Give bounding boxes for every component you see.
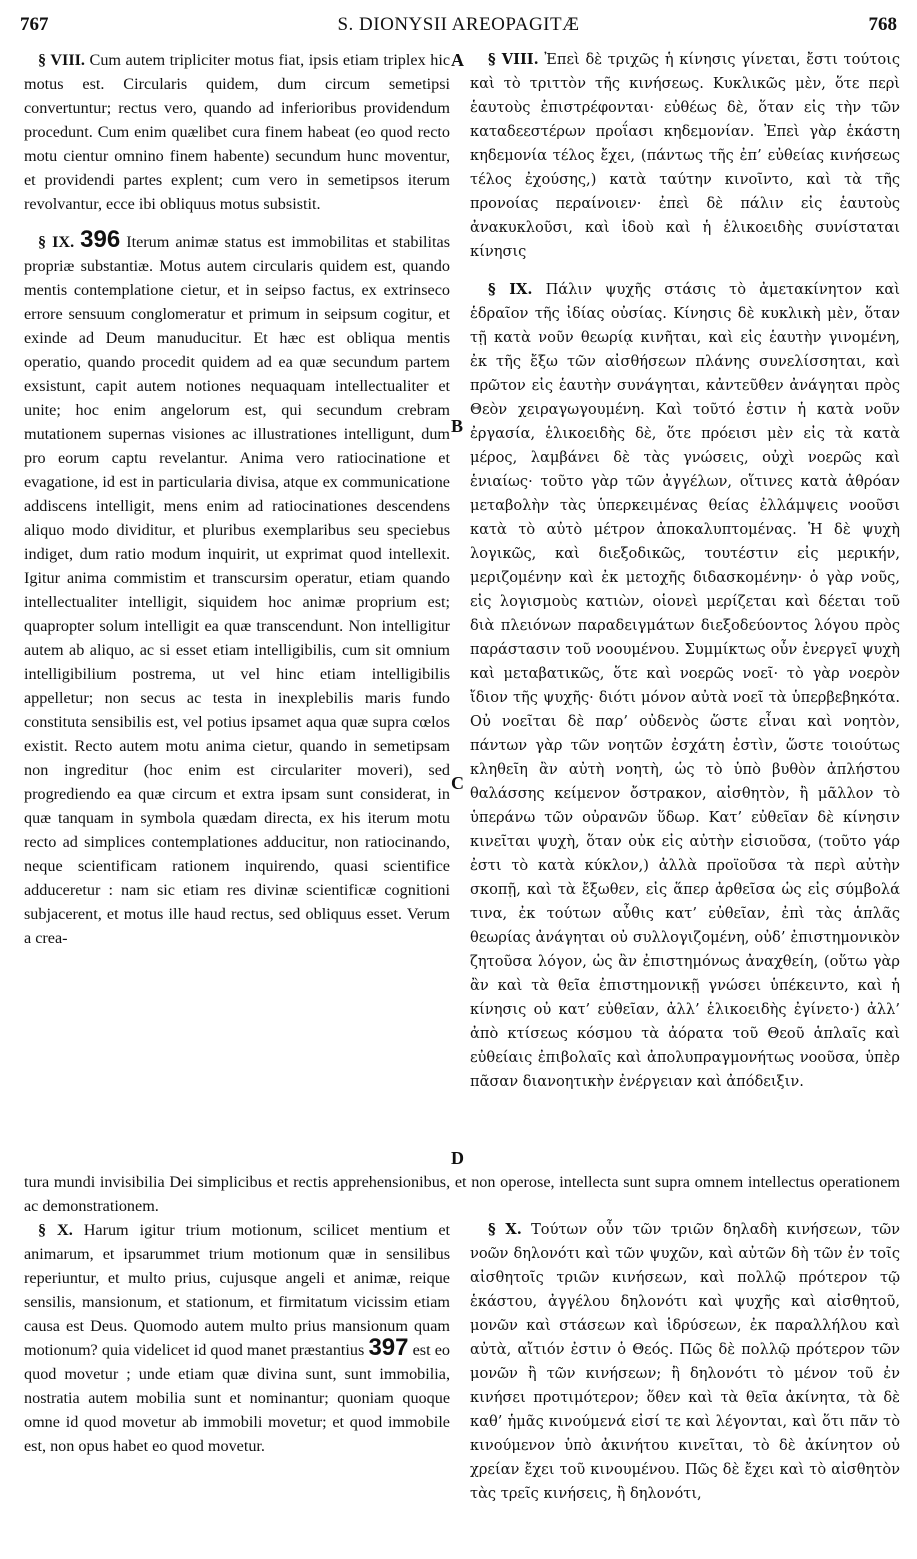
margin-letter-b: B [451, 416, 464, 436]
section-text-a: Harum igitur trium motionum, scilicet mentium et animarum, et ipsarummet trium motionum quæ in sensilibus reperiuntur, et multo prius, cujusque angeli et animæ, reique sensilis, mansionum, et stationum, et firmitatum vicissim etiam causa est Deus. Quomodo autem multo prius mansionum quam motionum? quia videlicet id quod manet præstantius [24, 1221, 451, 1359]
page-number-right: 768 [868, 14, 897, 35]
section-number: § IX. [488, 281, 533, 298]
section-text-b: est eo quod movetur ; unde etiam quæ divina sunt, sunt immobilia, nostratia autem mobilia sunt et nominantur; quoniam quoque omne id quod movetur ab immobili movetur; et quod immobile est, non opus habet eo quod movetur. [24, 1341, 451, 1455]
section-number: § VIII. [488, 51, 539, 68]
section-number: § VIII. [38, 51, 85, 69]
column-number: 397 [368, 1334, 409, 1361]
greek-section-10 [470, 1218, 900, 1506]
running-header [20, 14, 897, 42]
section-text: Cum autem tripliciter motus fiat, ipsis etiam triplex hic motus est. Circularis quidem, dum circum semetipsi convertuntur; rectus vero, quando ad inferioribus providendum procedunt. Cum enim quælibet cura finem habeat (eo quod recto motu cientur omnino finem habente) secundum hunc moventur, et providendi partes explent; cum vero in semetipsos iterum revolvantur, ecce ibi obliquus motus subsistit. [24, 51, 450, 213]
greek-section-9 [470, 278, 900, 1094]
latin-section-9 [24, 226, 450, 950]
section-text: Τούτων οὖν τῶν τριῶν δηλαδὴ κινήσεων, τῶν νοῶν δηλονότι καὶ τῶν ψυχῶν, καὶ αὐτῶν δὴ τῶν ἐν τοῖς αἰσθητοῖς τριῶν κινήσεων, καὶ πολλῷ πρότερον τῷ ἑκάστου, ἀγγέλου δηλονότι καὶ ψυχῆς καὶ αἰσθητοῦ, μονῶν καὶ στάσεων καὶ ἱδρύσεων, ἐκ παραλλήλου καὶ αὐτὰ, αἴτιόν ἐστιν ὁ Θεός. Πῶς δὲ πολλῷ πρότερον τῶν μονῶν ἢ τῶν κινήσεων; ἢ δηλονότι τὸ μένον τοῦ ἐν κινήσει προτιμότερον; ὅθεν καὶ τὰ θεῖα ἀκίνητα, τὰ δὲ καθ’ ἡμᾶς κινούμενά εἰσί τε καὶ λέγονται, καὶ ὅτι πᾶν τὸ κινούμενον ὑπὸ ἀκινήτου κινεῖται, τὸ δὲ ἀκίνητον οὐ χρείαν ἔχει τοῦ κινουμένου. Πῶς δὲ ἔχει καὶ τὸ αἰσθητὸν τὰς τρεῖς κινήσεις, ἢ δηλονότι, [470, 1221, 900, 1502]
margin-letter-d: D [451, 1148, 464, 1168]
greek-column-lower [470, 1218, 900, 1506]
section-number: § X. [38, 1221, 73, 1239]
latin-section-8 [24, 48, 450, 216]
greek-section-8 [470, 48, 900, 264]
spanning-text: tura mundi invisibilia Dei simplicibus et rectis apprehensionibus, et non operose, intellecta sunt supra omnem intellectus operationem ac demonstrationem. [24, 1173, 900, 1215]
section-number: § X. [488, 1221, 522, 1238]
page-number-left: 767 [20, 14, 49, 35]
section-text: Iterum animæ status est immobilitas et stabilitas propriæ substantiæ. Motus autem circularis quidem est, quando mentis contemplatione cietur, et in seipso factus, ex extrinseco errore sensuum conglomeratur et primum in seipsum cogitur, et exinde ad Deum manuducitur. Et hæc est obliqua mentis operatio, quando procedit quidem ad ea quæ secundum partem exsistunt, capit autem notiones nequaquam intellectualiter et unite; hoc enim angelorum est, qui secundum crebram mutationem supernas visiones ac illustrationes intelligunt, dum pro eorum captu revelantur. Anima vero ratiocinatione et evagatione, id est in particularia divisa, atque ex communicatione addiscens intelligit, mens enim ad ratiocinationes descendens aliquo modo dividitur, et pluribus exemplaribus seu speciebus indiget, dum ratio modum inquirit, ut exprimat quod intellexit. Igitur anima commistim et transcursim operatur, etiam quando intellectualiter intelligit, siquidem hoc animæ proprium est; quapropter solum intelligit ea quæ transcendunt. Non intelligitur autem ab aliquo, ac si esset etiam intelligibilis, cum sit omnium intelligibilium postrema, ut vel hinc etiam intelligibilis appelletur; non secus ac testa in inexplebilis maris fundo constituta sensibilis est, vel potius ipsamet aqua quæ supra cœlos existit. Recto autem motu anima cietur, quando in semetipsam non ingreditur (hoc enim est circulariter moveri), sed progrediendo ea quæ circum et extra ipsam sunt considerat, in quæ tanquam in symbola quædam directa, ex his iterum motu recto ad simplices contemplationes adducitur, non ratiocinando, neque scientificam rationem inquirendo, quasi scientifice adduceretur : nam sic etiam res divinæ scientificæ cognitioni subjacerent, et motus ille haud rectus, sed obliquus esset. Verum a crea- [24, 233, 450, 947]
running-title: S. DIONYSII AREOPAGITÆ [337, 14, 580, 35]
latin-column [24, 48, 450, 950]
section-text: Ἐπεὶ δὲ τριχῶς ἡ κίνησις γίνεται, ἔστι τούτοις καὶ τὸ τριττὸν τῆς κινήσεως. Κυκλικῶς μὲν, ὅτε περὶ ἑαυτοὺς ἐπιστρέφονται· εὐθέως δὲ, ὅταν εἰς τὴν τῶν καταδεεστέρων προΐασι κηδεμονίαν. Ἐπεὶ γὰρ ἑκάστη κηδεμονία τέλος ἔχει, (πάντως τῆς ἐπ’ εὐθείας κινήσεως τέλος ἐχούσης,) κατὰ ταύτην κινοῖντο, καὶ τὰ τῆς προνοίας περαίνοιεν· ἐπεὶ δὲ πάλιν εἰς ἑαυτοὺς ἀνακυκλοῦσι, καὶ ἰδοὺ καὶ ἡ ἑλικοειδὴς συνίσταται κίνησις [470, 51, 900, 260]
greek-column [470, 48, 900, 1094]
column-number: 396 [80, 226, 121, 253]
section-text: Πάλιν ψυχῆς στάσις τὸ ἀμετακίνητον καὶ ἑδραῖον τῆς ἰδίας οὐσίας. Κίνησις δὲ κυκλικὴ μὲν, ὅταν τῇ κατὰ νοῦν θεωρίᾳ κινῆται, καὶ εἰς ἑαυτὴν γινομένη, ἐκ τῆς ἔξω τῶν αἰσθήσεων πλάνης συνελίσσηται, καὶ πρῶτον εἰς ἑαυτὴν συνάγηται, κἀντεῦθεν ἀνάγηται πρὸς Θεὸν χειραγωγουμένη. Καὶ τοῦτό ἐστιν ἡ κατὰ νοῦν ἐργασία, ἑλικοειδὴς δὲ, ὅτε πρόεισι μὲν εἰς τὰ κατὰ μέρος, λαμβάνει δὲ τὰς γνώσεις, οὐχὶ νοερῶς καὶ ἑνιαίως· τοῦτο γὰρ τῶν ἀγγέλων, οἵτινες κατὰ ἀθρόαν μεταβολὴν τὰς ὑπερκειμένας θείας ἐλλάμψεις νοοῦσι κατὰ τὸ αὐτὸ μέτρον ἀποκαλυπτομένας. Ἡ δὲ ψυχὴ λογικῶς, καὶ διεξοδικῶς, τουτέστιν εἰς μερικήν, μεριζομένην καὶ ἐκ μετοχῆς διδασκομένην· ὁ γὰρ νοῦς, εἰς λογισμοὺς κατιὼν, οἱονεὶ μερίζεται καὶ δέεται τοῦ διὰ πλειόνων παραδειγμάτων διεξοδεύοντος λόγου πρὸς παράστασιν τοῦ νοουμένου. Συμμίκτως οὖν ἐνεργεῖ ψυχὴ καὶ μεταβατικῶς, ὅτε καὶ νοερῶς νοεῖ· τὸ γὰρ νοερὸν ἴδιον τῆς ψυχῆς· διότι μόνον αὐτὰ νοεῖ τὰ ὑπερβεβηκότα. Οὐ νοεῖται δὲ παρ’ οὐδενὸς ὥστε εἶναι καὶ νοητὸν, πάντων γὰρ τῶν νοητῶν ἐσχάτη ἐστὶν, ὥστε τοιούτως κληθεῖη ἂν αὐτὴ νοητὴ, ὡς τὸ ὑπὸ βυθὸν ἀπλήστου θαλάσσης κείμενον ὄστρακον, αἰσθητὸν, ἢ μᾶλλον τὸ ὑπεράνω τῶν οὐρανῶν ὕδωρ. Κατ’ εὐθεῖαν δὲ κίνησιν κινεῖται ψυχὴ, ὅταν οὐκ εἰς αὐτὴν εἰσιοῦσα, (τοῦτο γάρ ἐστι τὸ κατὰ κύκλον,) ἀλλὰ προϊοῦσα τὰ περὶ αὐτὴν σκοπῇ, καὶ τὰ ἔξωθεν, εἰς ἅπερ ἀρθεῖσα ὡς εἰς σύμβολά τινα, ἐκ τούτων αὖθις κατ’ εὐθεῖαν, ἐπὶ τὰς ἁπλᾶς θεωρίας ἀνάγηται οὐ συλλογιζομένη, οὐδ’ ἐπιστημονικὸν ζητοῦσα λόγον, ὡς ἂν ἐπιστημόνως ἀναχθείη, (οὕτω γὰρ ἂν καὶ τὰ θεῖα ἐπιστημονικῇ γνώσει ὑπέκειντο, καὶ ἡ κίνησις οὐ κατ’ εὐθεῖαν, ἀλλ’ ἑλικοειδὴς ἐγίνετο·) ἀλλ’ ἀπὸ κτίσεως κόσμου τὰ ἀόρατα τοῦ Θεοῦ ἁπλαῖς καὶ εὐθείαις ἐπιβολαῖς καὶ ἀπολυπραγμονήτως νοοῦσα, ὑπὲρ πᾶσαν διανοητικὴν ἐνέργειαν καὶ ἀπόδειξιν. [470, 281, 900, 1090]
latin-column-lower [24, 1218, 450, 1458]
latin-section-10 [24, 1218, 450, 1458]
section-number: § IX. [38, 233, 75, 251]
margin-letter-c: C [451, 773, 464, 793]
margin-letter-a: A [451, 50, 464, 70]
